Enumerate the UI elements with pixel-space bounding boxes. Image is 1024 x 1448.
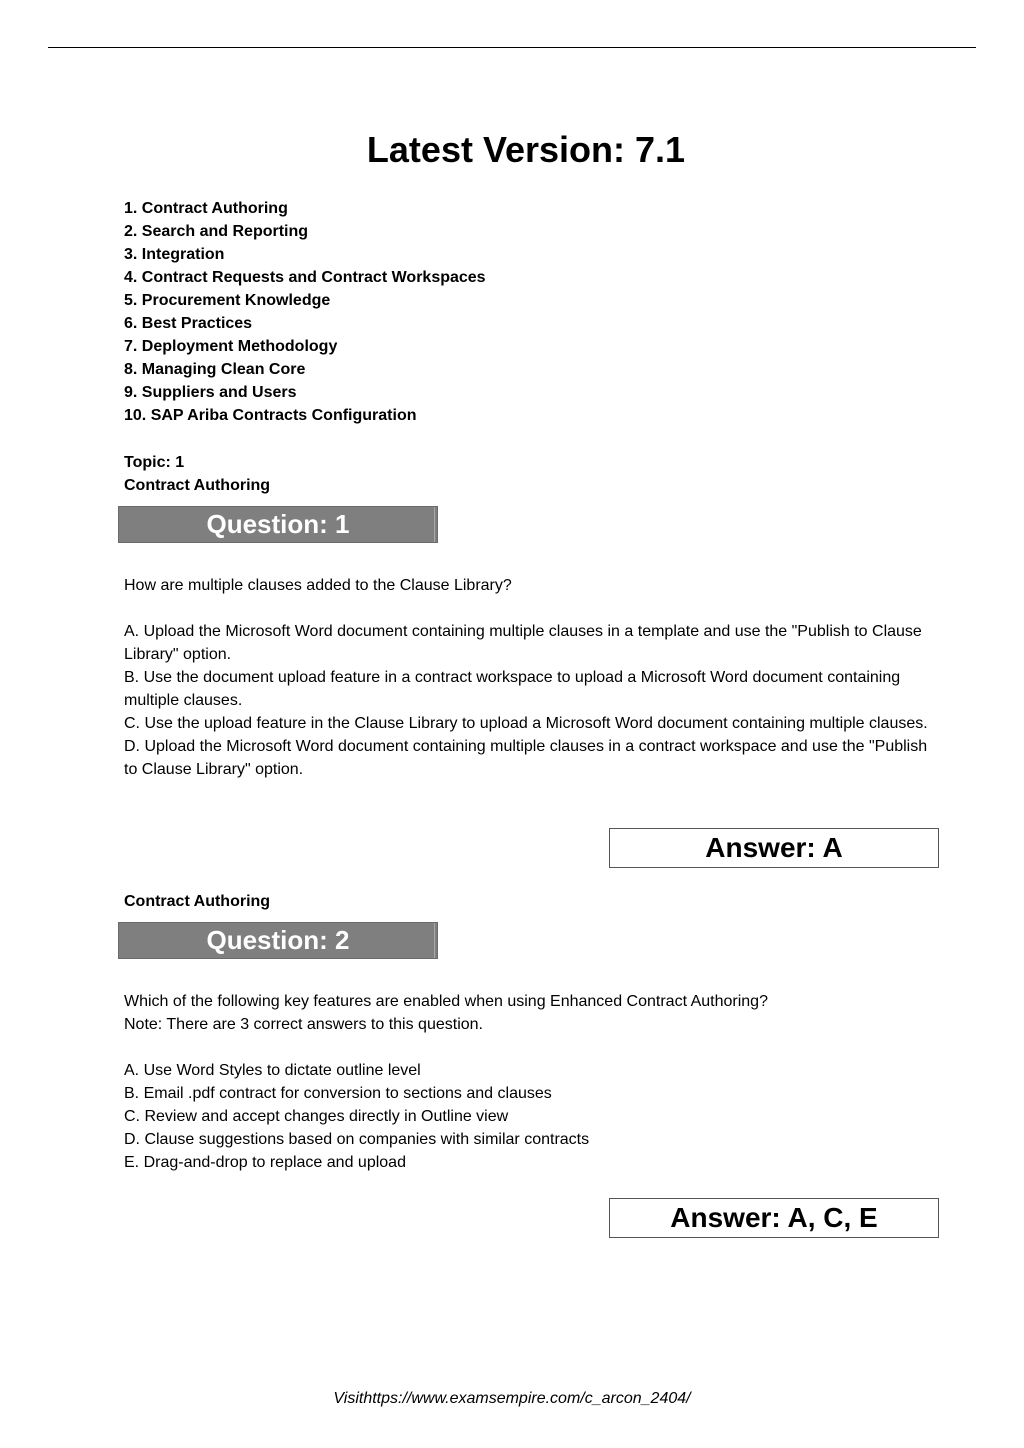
question-1-label: Question: 1 xyxy=(206,509,350,539)
topic-item: 10. SAP Ariba Contracts Configuration xyxy=(124,407,417,424)
question-1-banner xyxy=(118,506,438,543)
question-2-option-c: C. Review and accept changes directly in Outline view xyxy=(124,1108,509,1125)
banner-edge xyxy=(434,507,435,542)
topic-item: 4. Contract Requests and Contract Workspaces xyxy=(124,269,486,286)
question-2-stem: Which of the following key features are enabled when using Enhanced Contract Authoring? xyxy=(124,993,768,1010)
question-2-section: Contract Authoring xyxy=(124,893,271,910)
question-2-answer: Answer: A, C, E xyxy=(609,1198,939,1238)
question-1-option-a: A. Upload the Microsoft Word document containing multiple clauses in a template and use the "Publish to Clause Library" option. xyxy=(124,623,922,663)
header-rule xyxy=(48,47,976,48)
question-2-body xyxy=(124,990,934,1174)
question-2-option-d: D. Clause suggestions based on companies with similar contracts xyxy=(124,1131,590,1148)
question-2-option-b: B. Email .pdf contract for conversion to sections and clauses xyxy=(124,1085,552,1102)
topic-item: 5. Procurement Knowledge xyxy=(124,292,331,309)
topic-item: 1. Contract Authoring xyxy=(124,200,288,217)
page-title: Latest Version: 7.1 xyxy=(366,129,686,170)
question-2-banner xyxy=(118,922,438,959)
topic-list xyxy=(124,197,934,427)
question-1-body xyxy=(124,574,934,781)
topic-item: 7. Deployment Methodology xyxy=(124,338,338,355)
footer-url[interactable]: Visithttps://www.examsempire.com/c_arcon_2404/ xyxy=(333,1390,691,1407)
topic-item: 6. Best Practices xyxy=(124,315,253,332)
topic-item: 2. Search and Reporting xyxy=(124,223,309,240)
topic-item: 8. Managing Clean Core xyxy=(124,361,306,378)
question-1-stem: How are multiple clauses added to the Clause Library? xyxy=(124,577,512,594)
question-1-option-d: D. Upload the Microsoft Word document containing multiple clauses in a contract workspace and use the "Publish to Clause Library" option. xyxy=(124,738,928,778)
question-2-option-e: E. Drag-and-drop to replace and upload xyxy=(124,1154,406,1171)
topic-number: Topic: 1 xyxy=(124,454,185,471)
question-2-option-a: A. Use Word Styles to dictate outline level xyxy=(124,1062,421,1079)
question-2-note: Note: There are 3 correct answers to this question. xyxy=(124,1016,483,1033)
topic-item: 3. Integration xyxy=(124,246,225,263)
question-1-answer: Answer: A xyxy=(609,828,939,868)
question-2-label: Question: 2 xyxy=(206,925,350,955)
question-1-option-c: C. Use the upload feature in the Clause Library to upload a Microsoft Word document containing multiple clauses. xyxy=(124,715,928,732)
question-1-option-b: B. Use the document upload feature in a contract workspace to upload a Microsoft Word document containing multiple clauses. xyxy=(124,669,901,709)
topic-item: 9. Suppliers and Users xyxy=(124,384,297,401)
topic-heading xyxy=(124,451,934,497)
banner-edge xyxy=(434,923,435,958)
topic-name: Contract Authoring xyxy=(124,477,271,494)
